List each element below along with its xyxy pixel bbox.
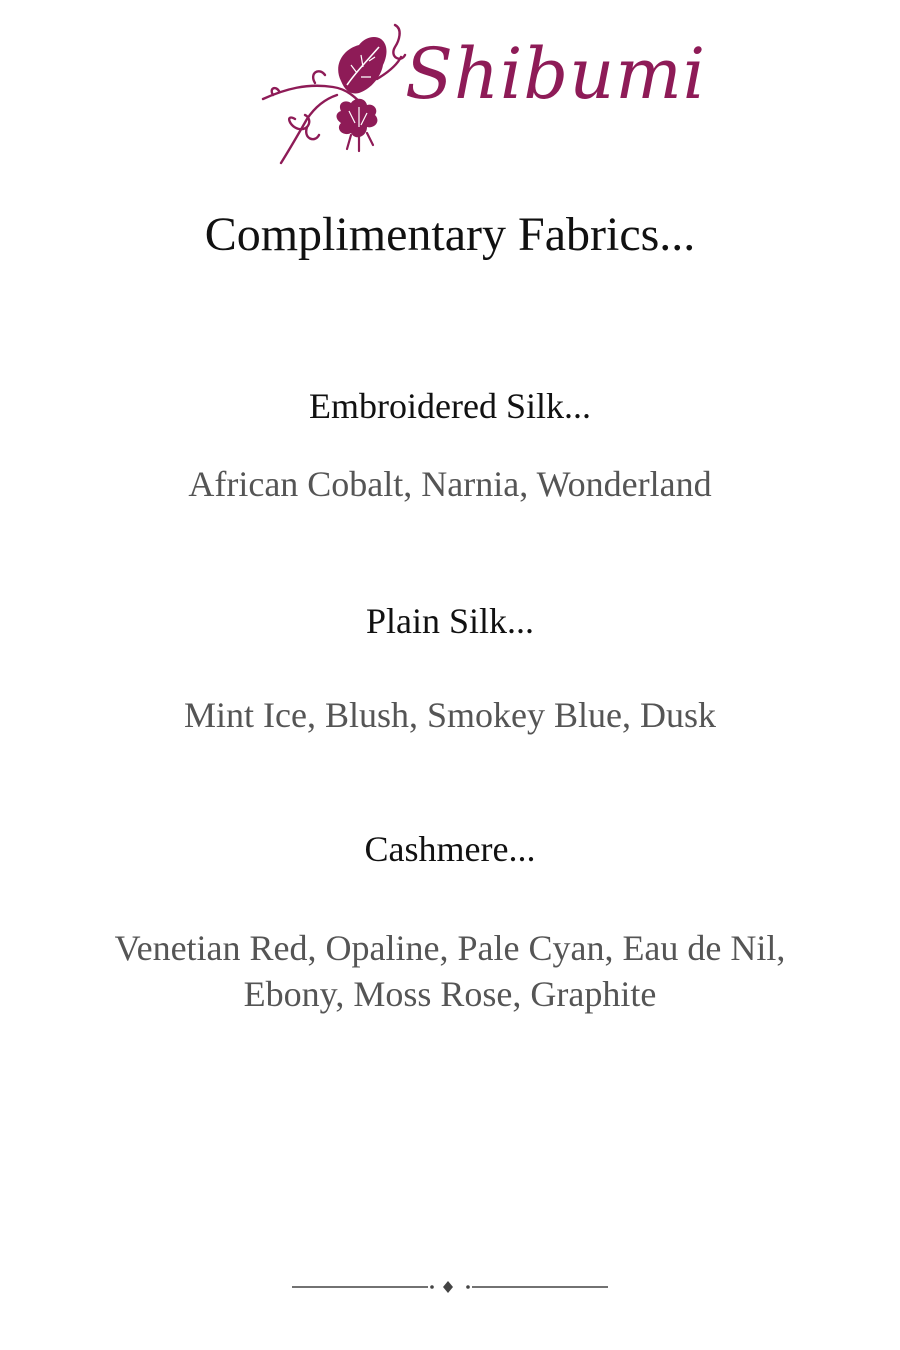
- page-title: Complimentary Fabrics...: [204, 208, 696, 261]
- fabric-list-embroidered-silk: [60, 461, 840, 507]
- brand-wordmark: Shibumi: [405, 33, 707, 115]
- ornamental-divider-icon: [290, 1277, 610, 1297]
- fabric-list-line: Ebony, Moss Rose, Graphite: [243, 974, 657, 1014]
- section-heading-cashmere: Cashmere...: [364, 829, 536, 869]
- section-heading-embroidered-silk: Embroidered Silk...: [309, 386, 591, 426]
- flowering-vine-icon: [255, 15, 415, 170]
- flower-shape: [337, 99, 378, 138]
- section-heading-plain-silk: Plain Silk...: [365, 601, 535, 641]
- fabric-list-line: Venetian Red, Opaline, Pale Cyan, Eau de Nil,: [114, 928, 786, 968]
- fabric-list-line: African Cobalt, Narnia, Wonderland: [188, 464, 712, 504]
- fabric-list-cashmere: [60, 925, 840, 1017]
- fabric-list-line: Mint Ice, Blush, Smokey Blue, Dusk: [184, 695, 716, 735]
- brand-logo: [255, 15, 707, 170]
- fabric-list-plain-silk: [60, 692, 840, 738]
